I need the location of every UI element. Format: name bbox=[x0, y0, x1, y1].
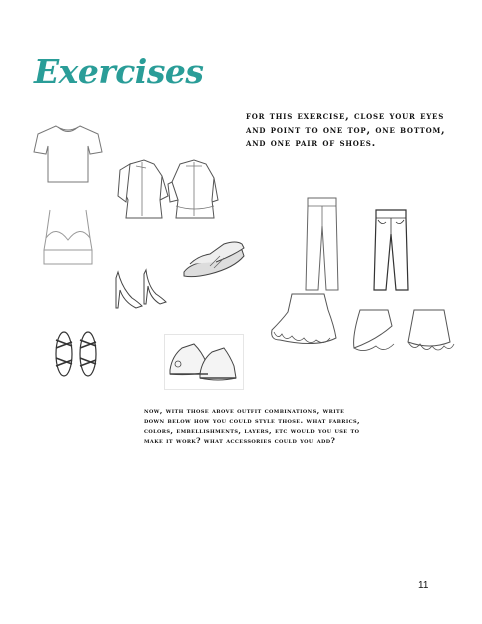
blouses-illustration bbox=[116, 156, 220, 226]
page-title: Exercises bbox=[34, 52, 204, 91]
writing-prompt: now, with those above outfit combinations, write down below how you could style those. what fabrics, colors, embellishments, layers, etc would you use to make it work? what accessories could you add? bbox=[144, 406, 361, 445]
exercise-instructions: for this exercise, close your eyes and point to one top, one bottom, and one pair of shoes. bbox=[246, 110, 446, 149]
jeans-illustration bbox=[372, 208, 410, 292]
page-number: 11 bbox=[418, 580, 429, 591]
bralette-illustration bbox=[36, 208, 100, 268]
high-heels-illustration bbox=[108, 268, 170, 312]
t-shirt-illustration bbox=[32, 122, 104, 186]
sneakers-illustration bbox=[164, 334, 244, 390]
sandals-illustration bbox=[50, 328, 104, 380]
ruffle-skirts-illustration bbox=[268, 290, 458, 362]
oxford-shoes-illustration bbox=[180, 238, 248, 282]
trousers-illustration bbox=[304, 196, 340, 292]
